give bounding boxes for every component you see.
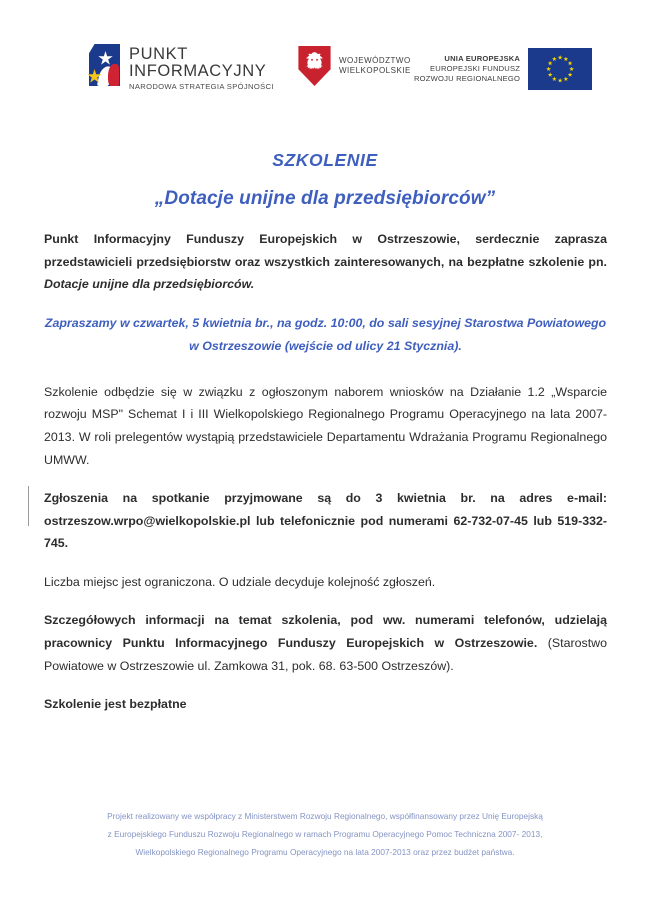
paragraph-invitation-italic: Dotacje unijne dla przedsiębiorców. [44, 277, 255, 292]
eu-star-icon [558, 55, 563, 60]
eu-star-icon [568, 61, 573, 66]
logo-line-wielkopolskie: WIELKOPOLSKIE [339, 66, 411, 75]
paragraph-more-info [44, 609, 607, 677]
eu-star-icon [568, 72, 573, 77]
footer-line-2: z Europejskiego Funduszu Rozwoju Regionalnego w ramach Programu Operacyjnego Pomoc Techniczna 2007- 2013, [107, 828, 543, 839]
logo-line-rozwoju-regionalnego: ROZWOJU REGIONALNEGO [414, 73, 521, 83]
logo-wojewodztwo-wielkopolskie [297, 46, 411, 86]
logo-line-informacyjny: INFORMACYJNY [129, 62, 267, 81]
eu-star-icon [548, 72, 553, 77]
eu-star-icon [552, 76, 557, 81]
eu-flag-icon [528, 48, 592, 90]
logo-punkt-informacyjny [86, 44, 274, 92]
paragraph-more-info-bold: Szczegółowych informacji na temat szkolenia, pod ww. numerami telefonów, udzielają pracownicy Punktu Informacyjnego Funduszy Europejskich w Ostrzeszowie. [44, 613, 607, 651]
document-body [44, 228, 607, 732]
eu-star-icon [548, 61, 553, 66]
title-subject: „Dotacje unijne dla przedsiębiorców” [154, 188, 496, 209]
paragraph-invitation [44, 228, 607, 296]
logo-line-punkt: PUNKT [129, 44, 188, 63]
eu-star-icon [569, 67, 574, 72]
unia-europejska-wordmark [414, 54, 520, 83]
punkt-informacyjny-emblem-icon [86, 44, 120, 92]
eu-star-icon [563, 76, 568, 81]
footer-line-1: Projekt realizowany we współpracy z Ministerstwem Rozwoju Regionalnego, współfinansowany przez Unię Europejską [107, 811, 543, 821]
logo-line-wojewodztwo: WOJEWÓDZTWO [339, 56, 411, 65]
header-logo-strip [0, 42, 650, 104]
footer-line-3: Wielkopolskiego Regionalnego Programu Operacyjnego na lata 2007-2013 oraz przez budżet państwa. [135, 846, 515, 857]
logo-line-unia-europejska: UNIA EUROPEJSKA [444, 54, 521, 64]
paragraph-free-training: Szkolenie jest bezpłatne [44, 697, 187, 712]
eu-star-icon [552, 57, 557, 62]
eu-star-icon [546, 67, 551, 72]
paragraph-event-details: Zapraszamy w czwartek, 5 kwietnia br., na godz. 10:00, do sali sesyjnej Starostwa Powiatowego w Ostrzeszowie (wejście od ulicy 21 Stycznia). [44, 315, 607, 354]
punkt-informacyjny-wordmark [129, 46, 274, 91]
page-footer [0, 808, 650, 861]
paragraph-more-info-address: (Starostwo Powiatowe w Ostrzeszowie ul. Zamkowa 31, pok. 68. 63-500 Ostrzeszów). [44, 636, 607, 673]
margin-change-bar [28, 486, 29, 526]
paragraph-invitation-lead: Punkt Informacyjny Funduszy Europejskich w Ostrzeszowie, serdecznie zaprasza przedstawicieli przedsiębiorstw oraz wszystkich zainteresowanych, na bezpłatne szkolenie pn. [44, 232, 607, 269]
logo-unia-europejska [414, 48, 592, 90]
wielkopolskie-wordmark [339, 56, 411, 76]
paragraph-limited-seats: Liczba miejsc jest ograniczona. O udziale decyduje kolejność zgłoszeń. [44, 574, 436, 589]
title-szkolenie: SZKOLENIE [272, 150, 378, 170]
eu-star-icon [563, 57, 568, 62]
paragraph-registration: Zgłoszenia na spotkanie przyjmowane są do 3 kwietnia br. na adres e-mail: ostrzeszow.wrpo@wielkopolskie.pl lub telefonicznie pod numerami 62-732-07-45 lub 519-332-745. [44, 491, 607, 551]
logo-line-europejski-fundusz: EUROPEJSKI FUNDUSZ [430, 64, 521, 74]
polish-eagle-shield-icon [297, 46, 332, 86]
page-title [0, 150, 650, 210]
eu-star-icon [558, 78, 563, 83]
paragraph-context: Szkolenie odbędzie się w związku z ogłoszonym naborem wniosków na Działanie 1.2 „Wsparcie rozwoju MSP" Schemat I i III Wielkopolskiego Regionalnego Programu Operacyjnego na lata 2007-2013. W roli prelegentów wystąpią przedstawiciele Departamentu Wdrażania Programu Regionalnego UMWW. [44, 384, 607, 467]
logo-line-nss: NARODOWA STRATEGIA SPÓJNOŚCI [129, 81, 274, 91]
